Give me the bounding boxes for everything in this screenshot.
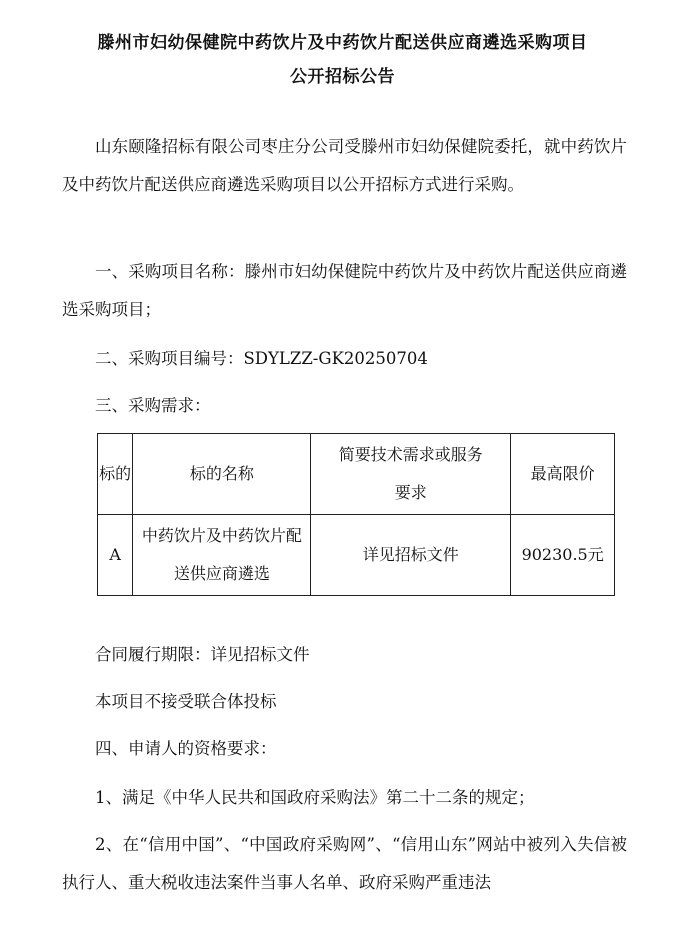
announcement-title-line2: 公开招标公告 bbox=[290, 67, 395, 87]
header-max-price: 最高限价 bbox=[511, 434, 615, 515]
cell-item-name: 中药饮片及中药饮片配送供应商遴选 bbox=[133, 515, 311, 596]
section-project-name: 一、采购项目名称：滕州市妇幼保健院中药饮片及中药饮片配送供应商遴选采购项目； bbox=[62, 262, 627, 319]
contract-term: 合同履行期限：详见招标文件 bbox=[95, 645, 310, 664]
header-item: 标的 bbox=[98, 434, 133, 515]
cell-max-price: 90230.5元 bbox=[511, 515, 615, 596]
cell-requirement: 详见招标文件 bbox=[311, 515, 511, 596]
table-row bbox=[98, 515, 615, 596]
qualification-item-1: 1、满足《中华人民共和国政府采购法》第二十二条的规定； bbox=[95, 788, 535, 807]
requirements-table bbox=[97, 433, 615, 596]
announcement-title-line1: 滕州市妇幼保健院中药饮片及中药饮片配送供应商遴选采购项目 bbox=[97, 33, 588, 53]
header-requirement: 简要技术需求或服务要求 bbox=[311, 434, 511, 515]
no-consortium-note: 本项目不接受联合体投标 bbox=[95, 692, 277, 711]
header-item-name: 标的名称 bbox=[133, 434, 311, 515]
intro-paragraph: 山东颐隆招标有限公司枣庄分公司受滕州市妇幼保健院委托，就中药饮片及中药饮片配送供应商遴选采购项目以公开招标方式进行采购。 bbox=[62, 137, 627, 194]
table-header-row bbox=[98, 434, 615, 515]
qualification-item-2: 2、在“信用中国”、“中国政府采购网”、“信用山东”网站中被列入失信被执行人、重大税收违法案件当事人名单、政府采购严重违法 bbox=[62, 835, 627, 892]
section-requirements-heading: 三、采购需求： bbox=[95, 396, 211, 415]
section-project-number: 二、采购项目编号：SDYLZZ-GK20250704 bbox=[95, 349, 428, 368]
section-qualification-heading: 四、申请人的资格要求： bbox=[95, 739, 277, 758]
cell-item-id: A bbox=[98, 515, 133, 596]
